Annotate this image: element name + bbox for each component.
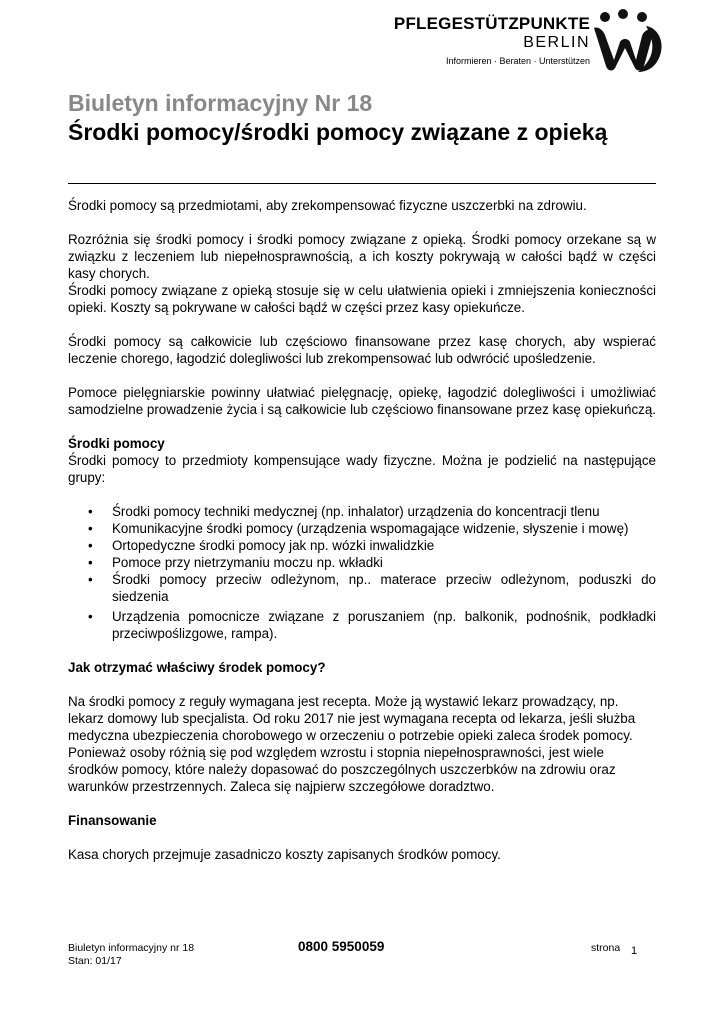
logo-text — [390, 8, 590, 67]
footer-page-label: strona — [591, 942, 621, 954]
logo-brand: PFLEGESTÜTZPUNKTE — [393, 14, 590, 33]
footer-meta — [68, 942, 194, 968]
logo-figures-icon — [588, 8, 666, 76]
logo — [390, 8, 665, 76]
paragraph-groups: Środki pomocy to przedmioty kompensujące wady fizyczne. Można je podzielić na następujące grupy: — [68, 453, 656, 485]
list-item: • Ortopedyczne środki pomocy jak np. wózki inwalidzkie — [88, 538, 435, 553]
footer-phone: 0800 5950059 — [298, 939, 385, 954]
paragraph-prescription: Na środki pomocy z reguły wymagana jest recepta. Może ją wystawić lekarz prowadzący, np. lekarz domowy lub specjalista. Od roku 2017 nie jest wymagana recepta od lekarza, jeśli służba medyczna ubezpieczenia chorobowego w orzeczeniu o potrzebie opieki zaleca środek pomocy. — [68, 694, 636, 743]
list-item: • Urządzenia pomocnicze związane z poruszaniem (np. balkonik, podnośnik, podkładki przeciwpoślizgowe, rampa). — [88, 609, 656, 641]
paragraph-health-insurance: Środki pomocy są całkowicie lub częściowo finansowane przez kasę chorych, aby wspierać leczenie chorego, łagodzić dolegliwości lub zrekompensować lub odwrócić upośledzenie. — [68, 334, 656, 366]
bullet-icon: • — [88, 504, 93, 519]
footer-bulletin: Biuletyn informacyjny nr 18 — [68, 942, 195, 954]
document-body — [68, 197, 656, 863]
bullet-icon: • — [88, 572, 93, 587]
title-divider — [68, 183, 656, 184]
heading-how-to-get: Jak otrzymać właściwy środek pomocy? — [68, 660, 326, 675]
paragraph-nursing-aids: Pomoce pielęgniarskie powinny ułatwiać pielęgnację, opiekę, łagodzić dolegliwości i umożliwiać samodzielne prowadzenie życia i są całkowicie lub częściowo finansowane przez kasę opiekuńczą. — [68, 385, 657, 417]
bullet-icon: • — [88, 609, 93, 624]
logo-city: BERLIN — [523, 34, 590, 51]
paragraph-financing: Kasa chorych przejmuje zasadniczo koszty zapisanych środków pomocy. — [68, 847, 501, 862]
bullet-icon: • — [88, 555, 93, 570]
paragraph-distinction: Rozróżnia się środki pomocy i środki pomocy związane z opieką. Środki pomocy orzekane są w związku z leczeniem lub niepełnosprawnością, a ich koszty pokrywają w całości bądź w części kasy chorych. — [68, 232, 656, 281]
list-item: • Środki pomocy techniki medycznej (np. inhalator) urządzenia do koncentracji tlenu — [88, 504, 600, 519]
list-item: • Pomoce przy nietrzymaniu moczu np. wkładki — [88, 555, 383, 570]
heading-financing: Finansowanie — [68, 813, 157, 828]
bullet-icon: • — [88, 538, 93, 553]
list-item: • Komunikacyjne środki pomocy (urządzenia wspomagające widzenie, słyszenie i mowę) — [88, 521, 629, 536]
logo-tagline: Informieren · Beraten · Unterstützen — [445, 56, 590, 66]
bulletin-kicker: Biuletyn informacyjny Nr 18 — [68, 90, 373, 116]
bullet-icon: • — [88, 521, 93, 536]
page-title: Środki pomocy/środki pomocy związane z opieką — [68, 119, 608, 145]
paragraph-fitting: Ponieważ osoby różnią się pod względem wzrostu i stopnia niepełnosprawności, jest wiele środków pomocy, które należy dopasować do poszczególnych uszczerbków na zdrowiu oraz warunków przestrzennych. Zaleca się najpierw szczegółowe doradztwo. — [68, 745, 616, 794]
footer-page-number: 1 — [631, 945, 638, 957]
paragraph-care-aids: Środki pomocy związane z opieką stosuje się w celu ułatwienia opieki i zmniejszenia konieczności opieki. Koszty są pokrywane w całości bądź w części przez kasy opiekuńcze. — [68, 283, 656, 315]
footer-stan: Stan: 01/17 — [68, 955, 122, 967]
heading-aids: Środki pomocy — [68, 436, 165, 451]
list-item: • Środki pomocy przeciw odleżynom, np.. materace przeciw odleżynom, poduszki do siedzenia — [88, 572, 656, 604]
paragraph-intro: Środki pomocy są przedmiotami, aby zrekompensować fizyczne uszczerbki na zdrowiu. — [68, 198, 587, 213]
aids-list — [68, 503, 656, 642]
